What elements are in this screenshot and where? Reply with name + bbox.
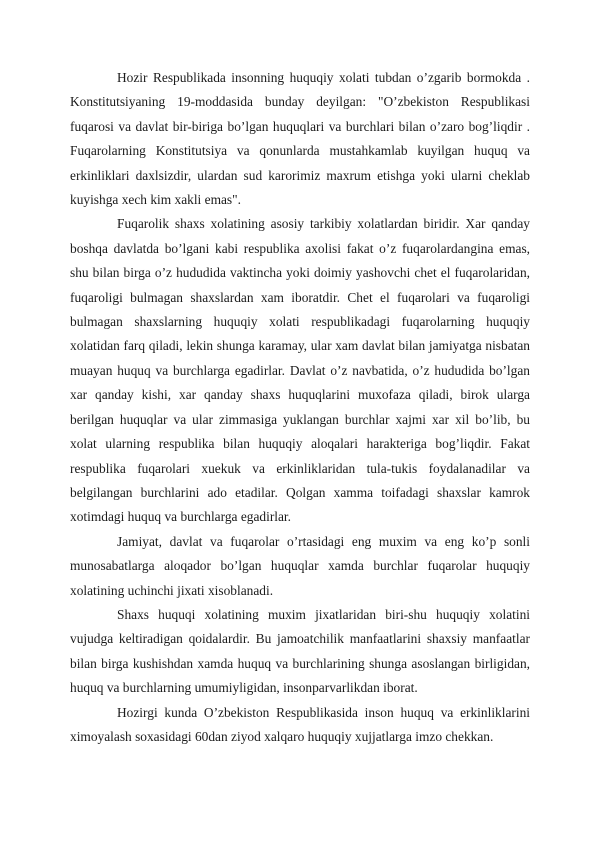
paragraph-rights-and-duties: Jamiyat, davlat va fuqarolar o’rtasidagi eng muxim va eng ko’p sonli munosabatlarga aloqador bo’lgan huquqlar xamda burchlar fuqarolar huquqiy xolatining uchinchi jixati xisoblanadi. <box>70 533 530 598</box>
paragraph-international-documents: Hozirgi kunda O’zbekiston Respublikasida inson huquq va erkinliklarini ximoyalash soxasidagi 60dan ziyod xalqaro huquqiy xujjatlarga imzo chekkan. <box>70 704 530 744</box>
paragraph-citizen-legal-status: Hozir Respublikada insonning huquqiy xolati tubdan o’zgarib bormokda . Konstitutsiyaning 19-moddasida bunday deyilgan: "O’zbekiston Respublikasi fuqarosi va davlat bir-biriga bo’lgan huquqlari va burchlari bilan o’zaro bog’liqdir . Fuqarolarning Konstitutsiya va qonunlarda mustahkamlab kuyilgan huquq va erkinliklari daxlsizdir, ulardan sud karorimiz maxrum etishga yoki ularni cheklab kuyishga xech kim xakli emas". <box>70 70 530 208</box>
paragraph-citizenship: Fuqarolik shaxs xolatining asosiy tarkibiy xolatlardan biridir. Xar qanday boshqa davlatda bo’lgani kabi respublika axolisi fakat o’z fuqarolardangina emas, shu bilan birga o’z hududida vaktincha yoki doimiy yashovchi chet el fuqarolaridan, fuqaroligi bulmagan shaxslardan xam iboratdir. Chet el fuqarolari va fuqaroligi bulmagan shaxslarning huquqiy xolati respublikadagi fuqarolarning huquqiy xolatidan farq qiladi, lekin shunga karamay, ular xam davlat bilan jamiyatga nisbatan muayan huquq va burchlarga egadirlar. Davlat o’z navbatida, o’z hududida bo’lgan xar qanday kishi, xar qanday shaxs huquqlarini muxofaza qiladi, birok ularga berilgan huquqlar va ular zimmasiga yuklangan burchlar xajmi xar xil bo’lib, bu xolat ularning respublika bilan huquqiy aloqalari harakteriga bog’liqdir. Fakat respublika fuqarolari xuekuk va erkinliklaridan tula-tukis foydalanadilar va belgilangan burchlarini ado etadilar. Qolgan xamma toifadagi shaxslar kamrok xotimdagi huquq va burchlarga egadirlar. <box>70 216 530 525</box>
paragraph-legal-status-principles: Shaxs huquqi xolatining muxim jixatlaridan biri-shu huquqiy xolatini vujudga keltiradigan qoidalardir. Bu jamoatchilik manfaatlarini shaxsiy manfaatlar bilan birga kushishdan xamda huquq va burchlarining shunga asoslangan birligidan, huquq va burchlarning umumiyligidan, insonparvarlikdan iborat. <box>70 606 530 696</box>
document-page <box>70 66 530 749</box>
